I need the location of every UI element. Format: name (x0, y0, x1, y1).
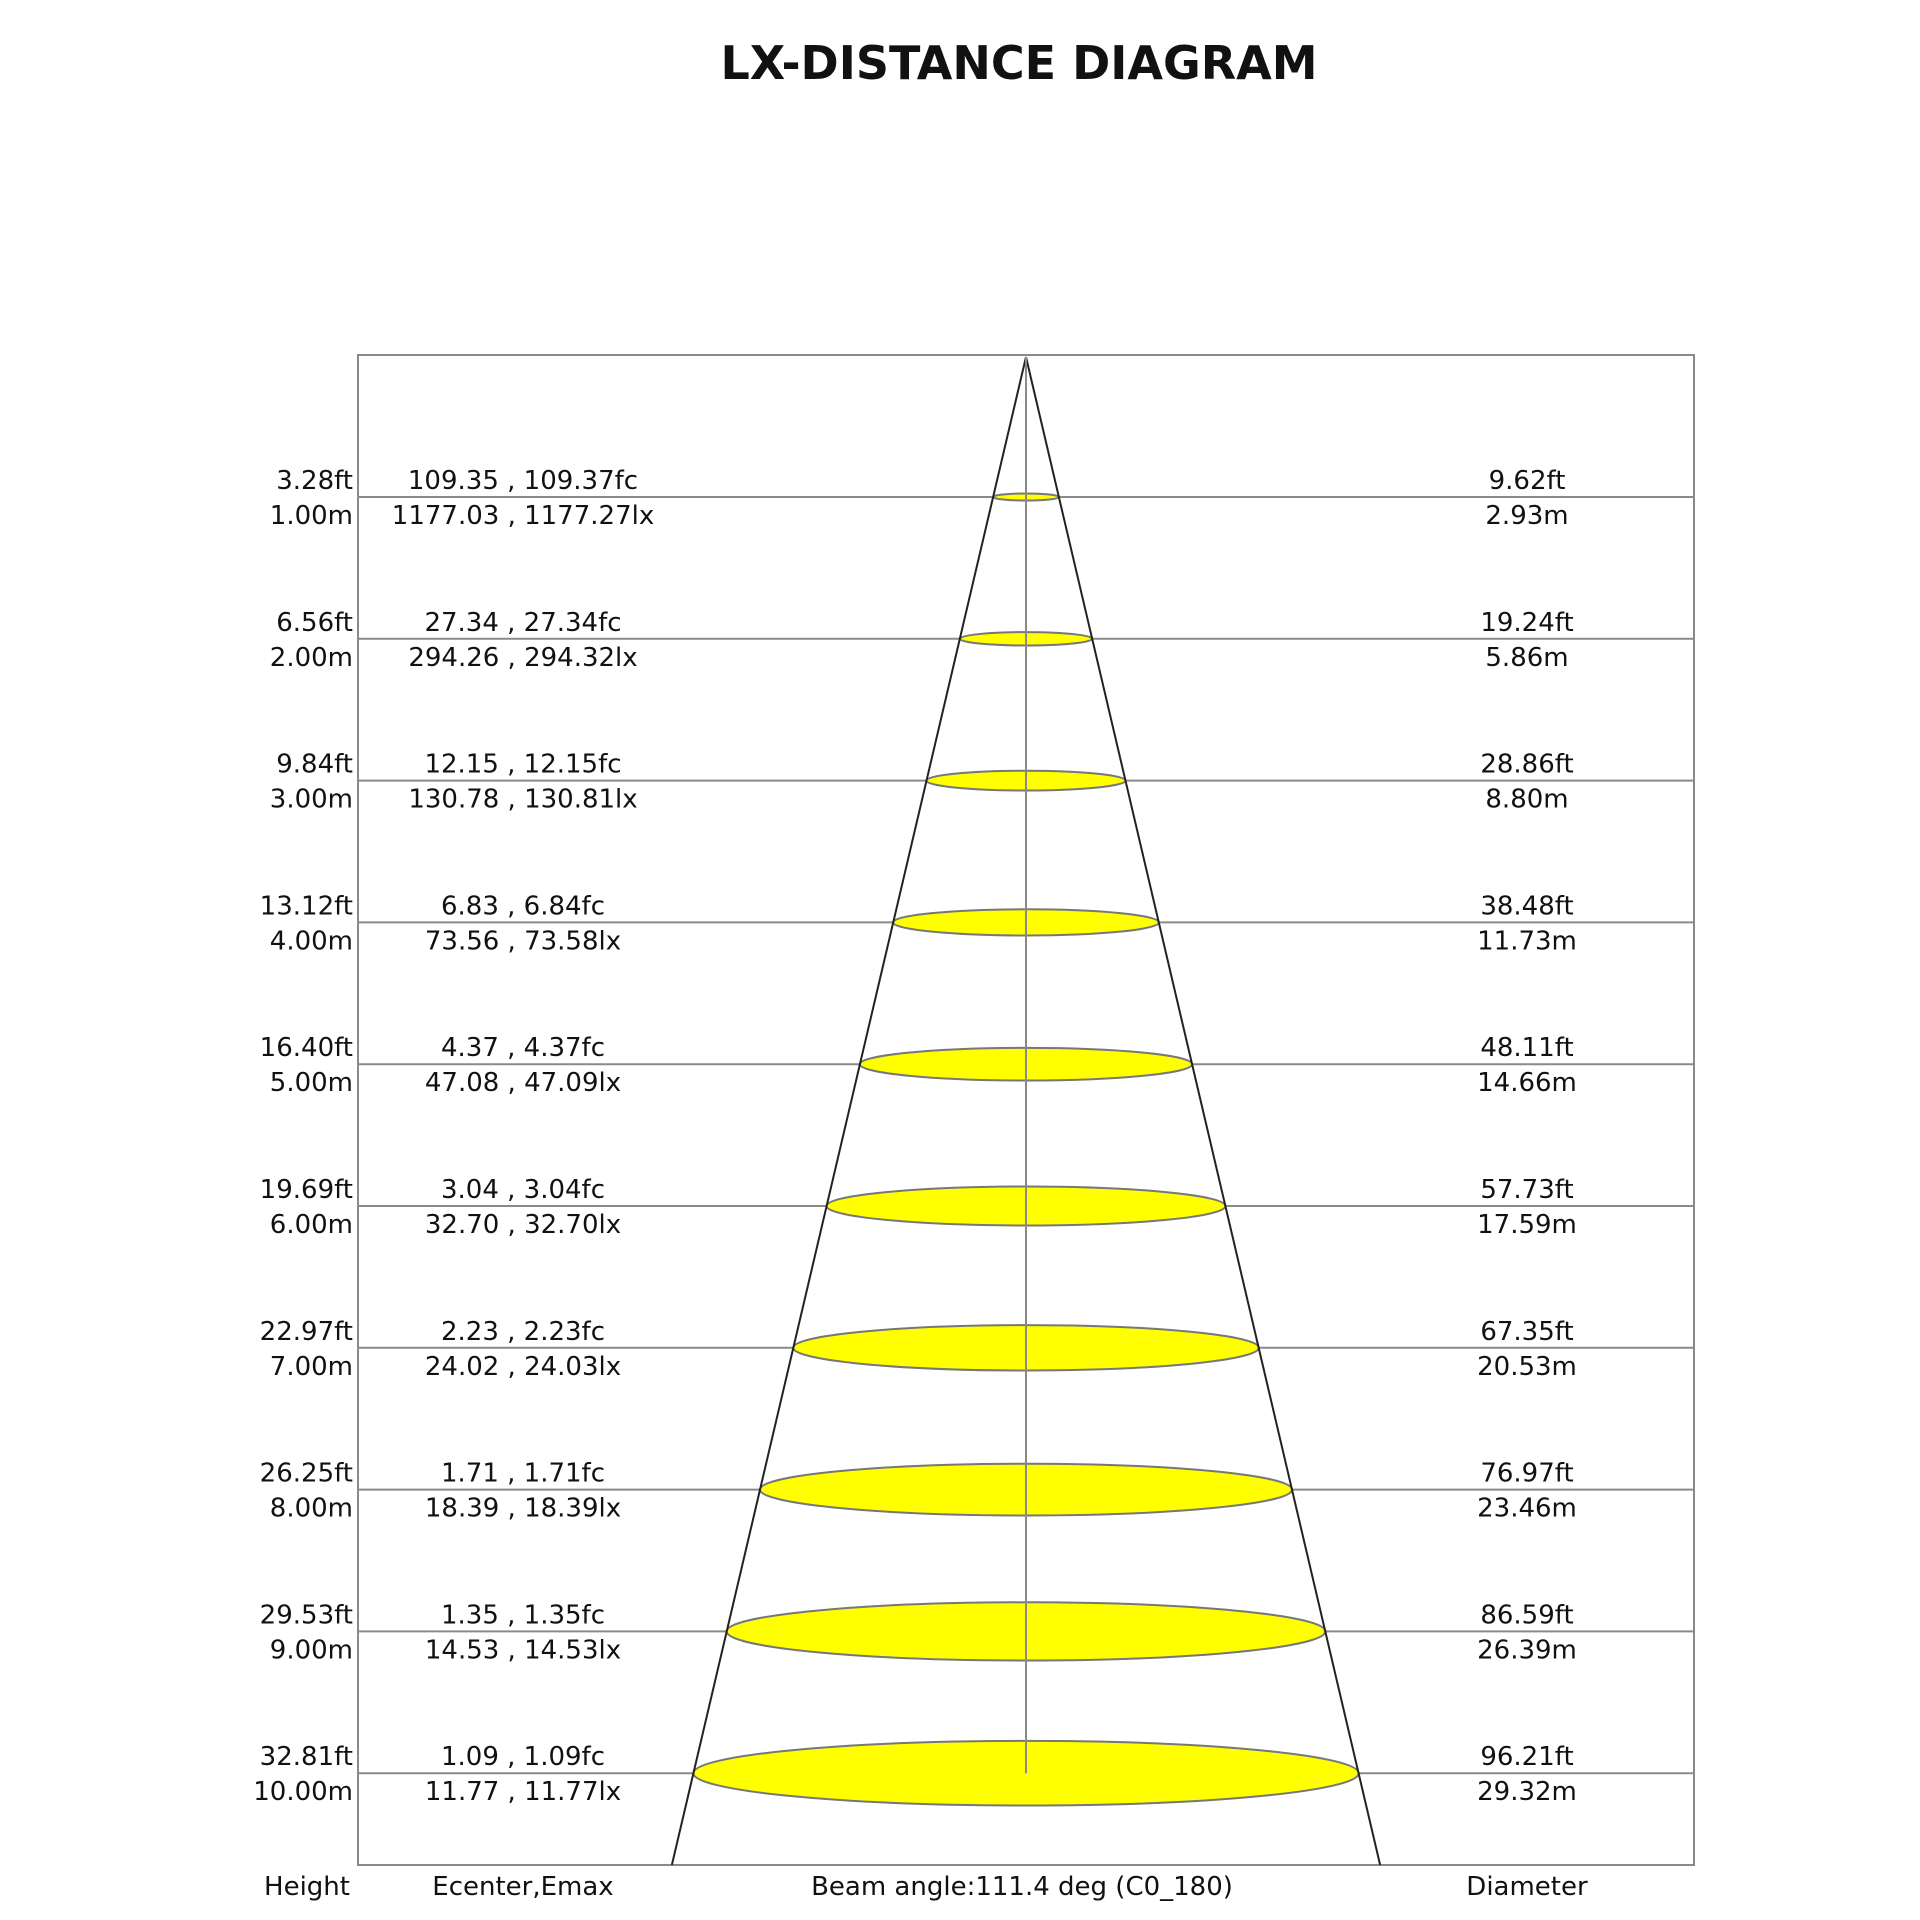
diagram-footer (264, 1872, 1588, 1902)
diameter-m-label: 2.93m (1485, 501, 1569, 531)
illuminance-lx-label: 1177.03 , 1177.27lx (391, 501, 655, 531)
diameter-m-label: 11.73m (1477, 926, 1577, 957)
height-m-label: 2.00m (269, 642, 353, 673)
diameter-m-label: 17.59m (1477, 1210, 1577, 1240)
height-ft-label: 13.12ft (259, 891, 353, 922)
distance-row (270, 466, 1694, 531)
height-m-label: 9.00m (269, 1635, 353, 1666)
illuminance-fc-label: 6.83 , 6.84fc (440, 891, 606, 922)
diameter-ft-label: 9.62ft (1488, 466, 1566, 496)
diameter-m-label: 8.80m (1485, 784, 1569, 815)
distance-row (270, 608, 1694, 673)
height-m-label: 7.00m (269, 1351, 353, 1382)
height-ft-label: 29.53ft (259, 1600, 353, 1631)
height-m-label: 8.00m (269, 1493, 353, 1524)
illuminance-fc-label: 4.37 , 4.37fc (440, 1033, 606, 1064)
diameter-m-label: 23.46m (1477, 1493, 1577, 1524)
diameter-m-label: 20.53m (1477, 1351, 1577, 1382)
illuminance-lx-label: 130.78 , 130.81lx (408, 784, 638, 815)
height-m-label: 3.00m (269, 784, 353, 815)
illuminance-lx-label: 47.08 , 47.09lx (424, 1068, 622, 1099)
distance-row (270, 750, 1694, 815)
illuminance-lx-label: 294.26 , 294.32lx (408, 642, 638, 673)
illuminance-fc-label: 1.09 , 1.09fc (440, 1742, 606, 1773)
diameter-m-label: 26.39m (1477, 1635, 1577, 1666)
distance-row (260, 1175, 1694, 1240)
illuminance-fc-label: 109.35 , 109.37fc (407, 466, 639, 496)
distance-row (260, 1459, 1694, 1524)
footer-diameter-label: Diameter (1466, 1872, 1588, 1902)
footer-height-label: Height (264, 1872, 350, 1902)
height-ft-label: 26.25ft (259, 1458, 353, 1489)
height-ft-label: 16.40ft (259, 1033, 353, 1064)
distance-rows (253, 466, 1694, 1807)
height-m-label: 1.00m (269, 501, 353, 531)
diameter-m-label: 29.32m (1477, 1777, 1577, 1808)
diameter-ft-label: 57.73ft (1480, 1175, 1574, 1205)
height-m-label: 6.00m (269, 1210, 353, 1240)
illuminance-lx-label: 73.56 , 73.58lx (424, 926, 622, 957)
diameter-ft-label: 28.86ft (1480, 749, 1574, 780)
illuminance-lx-label: 11.77 , 11.77lx (424, 1777, 622, 1808)
illuminance-lx-label: 24.02 , 24.03lx (424, 1351, 622, 1382)
diameter-m-label: 5.86m (1485, 642, 1569, 673)
height-m-label: 10.00m (253, 1777, 353, 1808)
footer-ecenter-emax-label: Ecenter,Emax (432, 1872, 614, 1902)
height-ft-label: 6.56ft (276, 607, 353, 638)
illuminance-lx-label: 14.53 , 14.53lx (424, 1635, 622, 1666)
illuminance-lx-label: 32.70 , 32.70lx (424, 1210, 622, 1240)
distance-row (260, 891, 1694, 956)
illuminance-fc-label: 3.04 , 3.04fc (440, 1175, 606, 1205)
illuminance-fc-label: 1.35 , 1.35fc (440, 1600, 606, 1631)
diameter-ft-label: 86.59ft (1480, 1600, 1574, 1631)
height-ft-label: 22.97ft (259, 1316, 353, 1347)
distance-row (260, 1033, 1694, 1098)
diameter-ft-label: 38.48ft (1480, 891, 1574, 922)
diameter-ft-label: 48.11ft (1480, 1033, 1574, 1064)
diameter-ft-label: 96.21ft (1480, 1742, 1574, 1773)
height-m-label: 4.00m (269, 926, 353, 957)
illuminance-fc-label: 27.34 , 27.34fc (424, 607, 622, 638)
illuminance-fc-label: 1.71 , 1.71fc (440, 1458, 606, 1489)
illuminance-fc-label: 12.15 , 12.15fc (424, 749, 622, 780)
distance-row (260, 1600, 1694, 1665)
diameter-ft-label: 19.24ft (1480, 607, 1574, 638)
diameter-ft-label: 76.97ft (1480, 1458, 1574, 1489)
distance-row (253, 1741, 1694, 1807)
height-ft-label: 9.84ft (276, 749, 353, 780)
height-m-label: 5.00m (269, 1068, 353, 1099)
illuminance-lx-label: 18.39 , 18.39lx (424, 1493, 622, 1524)
diagram-title: LX-DISTANCE DIAGRAM (720, 36, 1318, 90)
height-ft-label: 32.81ft (259, 1742, 353, 1773)
diameter-ft-label: 67.35ft (1480, 1316, 1574, 1347)
height-ft-label: 19.69ft (259, 1175, 353, 1205)
distance-row (260, 1317, 1694, 1382)
footer-beam-angle-label: Beam angle:111.4 deg (C0_180) (811, 1872, 1233, 1902)
diameter-m-label: 14.66m (1477, 1068, 1577, 1099)
height-ft-label: 3.28ft (276, 466, 353, 496)
illuminance-fc-label: 2.23 , 2.23fc (440, 1316, 606, 1347)
